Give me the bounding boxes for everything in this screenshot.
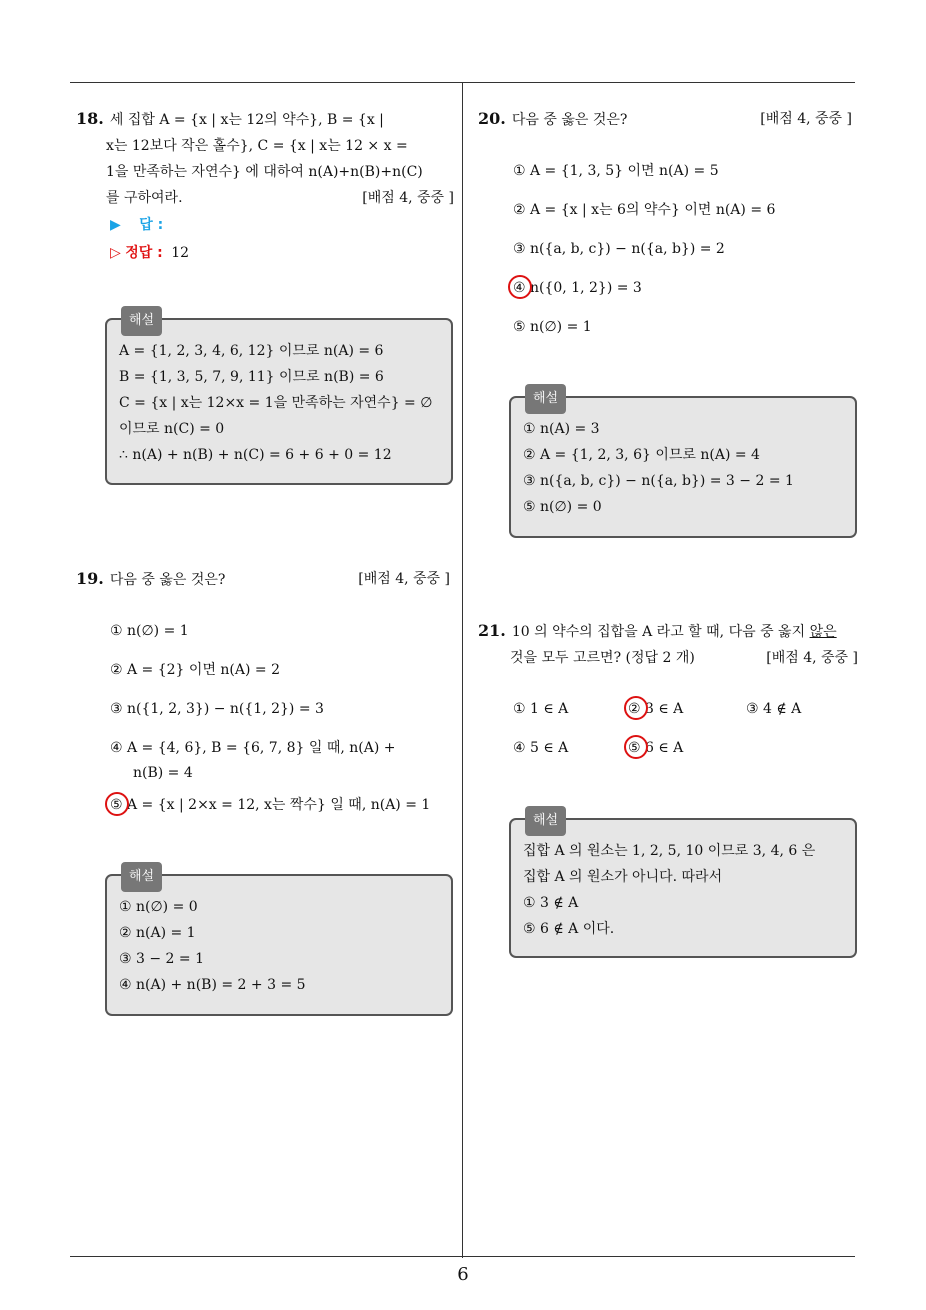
solution-line: 이므로 n(C) = 0: [119, 421, 225, 437]
option-5[interactable]: ⑤ A = {x | 2×x = 12, x는 짝수} 일 때, n(A) = 1: [110, 797, 431, 813]
option-4-continued: n(B) = 4: [133, 765, 193, 781]
question-20: [478, 106, 852, 133]
solution-line: C = {x | x는 12×x = 1을 만족하는 자연수} = ∅: [119, 395, 433, 411]
solution-line: 집합 A 의 원소는 1, 2, 5, 10 이므로 3, 4, 6 은: [523, 843, 816, 859]
option-5[interactable]: ⑤ n(∅) = 1: [513, 319, 592, 335]
solution-line: 집합 A 의 원소가 아니다. 따라서: [523, 869, 723, 885]
correct-label: 정답 :: [125, 245, 163, 261]
option-2[interactable]: ② A = {x | x는 6의 약수} 이면 n(A) = 6: [513, 202, 776, 218]
solution-line: A = {1, 2, 3, 4, 6, 12} 이므로 n(A) = 6: [119, 343, 384, 359]
question-text-line: 10 의 약수의 집합을 A 라고 할 때, 다음 중 옳지: [511, 624, 810, 640]
solution-tag: 해설: [525, 806, 566, 836]
score-label: [배점 4, 중중 ]: [766, 650, 858, 666]
option-1[interactable]: ① n(∅) = 1: [110, 623, 189, 639]
solution-box: [105, 869, 453, 1016]
solution-line: ④ n(A) + n(B) = 2 + 3 = 5: [119, 977, 306, 993]
solution-line: ③ n({a, b, c}) − n({a, b}) = 3 − 2 = 1: [523, 473, 794, 489]
hollow-arrow-icon: ▷: [110, 245, 121, 261]
solution-tag: 해설: [525, 384, 566, 414]
solution-tag: 해설: [121, 306, 162, 336]
question-text-line: 를 구하여라.: [106, 190, 183, 206]
bottom-rule: [70, 1256, 855, 1257]
question-emphasis: 않은: [809, 624, 837, 640]
answer-label: 답 :: [139, 217, 164, 233]
score-label: [배점 4, 중중 ]: [358, 571, 450, 587]
solution-box: [509, 813, 857, 958]
question-text: 다음 중 옳은 것은?: [109, 572, 226, 588]
option-2[interactable]: ② 3 ∈ A: [628, 701, 684, 717]
score-label: [배점 4, 중중 ]: [760, 111, 852, 127]
marked-circle-icon: [508, 275, 532, 299]
option-2[interactable]: ② A = {2} 이면 n(A) = 2: [110, 662, 281, 678]
question-number: 18.: [76, 109, 104, 128]
question-number: 21.: [478, 621, 506, 640]
question-text-line: 세 집합 A = {x | x는 12의 약수}, B = {x |: [109, 112, 384, 128]
correct-value: 12: [171, 245, 190, 261]
answer-row: [110, 214, 163, 234]
question-text: 다음 중 옳은 것은?: [511, 112, 628, 128]
solution-box: [105, 313, 453, 485]
option-1[interactable]: ① 1 ∈ A: [513, 701, 569, 717]
solution-line: ② n(A) = 1: [119, 925, 196, 941]
question-text-line: 것을 모두 고르면? (정답 2 개): [510, 650, 695, 666]
option-4[interactable]: ④ 5 ∈ A: [513, 740, 569, 756]
solution-line: B = {1, 3, 5, 7, 9, 11} 이므로 n(B) = 6: [119, 369, 384, 385]
solution-box: [509, 391, 857, 538]
question-number: 20.: [478, 109, 506, 128]
question-text-line: x는 12보다 작은 홀수}, C = {x | x는 12 × x =: [106, 138, 408, 154]
solution-line: ① 3 ∉ A: [523, 895, 579, 911]
option-1[interactable]: ① A = {1, 3, 5} 이면 n(A) = 5: [513, 163, 719, 179]
marked-circle-icon: [624, 735, 648, 759]
question-21: [478, 618, 858, 671]
marked-circle-icon: [624, 696, 648, 720]
option-5[interactable]: ⑤ 6 ∈ A: [628, 740, 684, 756]
solution-line: ⑤ n(∅) = 0: [523, 499, 602, 515]
option-3[interactable]: ③ n({a, b, c}) − n({a, b}) = 2: [513, 241, 725, 257]
play-arrow-icon: ▶: [110, 217, 121, 233]
solution-line: ∴ n(A) + n(B) + n(C) = 6 + 6 + 0 = 12: [119, 447, 392, 463]
column-divider: [462, 83, 463, 1258]
question-18: [76, 106, 454, 211]
page-number: 6: [457, 1264, 469, 1285]
solution-line: ⑤ 6 ∉ A 이다.: [523, 921, 615, 937]
option-4[interactable]: ④ n({0, 1, 2}) = 3: [513, 280, 642, 296]
option-3[interactable]: ③ n({1, 2, 3}) − n({1, 2}) = 3: [110, 701, 324, 717]
correct-answer-row: [110, 242, 189, 262]
solution-line: ① n(∅) = 0: [119, 899, 198, 915]
question-text-line: 1을 만족하는 자연수} 에 대하여 n(A)+n(B)+n(C): [106, 164, 423, 180]
solution-line: ③ 3 − 2 = 1: [119, 951, 204, 967]
solution-tag: 해설: [121, 862, 162, 892]
solution-line: ② A = {1, 2, 3, 6} 이므로 n(A) = 4: [523, 447, 760, 463]
score-label: [배점 4, 중중 ]: [362, 190, 454, 206]
question-number: 19.: [76, 569, 104, 588]
marked-circle-icon: [105, 792, 129, 816]
solution-line: ① n(A) = 3: [523, 421, 600, 437]
option-4[interactable]: ④ A = {4, 6}, B = {6, 7, 8} 일 때, n(A) +: [110, 740, 396, 756]
question-19: [76, 566, 450, 593]
option-3[interactable]: ③ 4 ∉ A: [746, 701, 802, 717]
